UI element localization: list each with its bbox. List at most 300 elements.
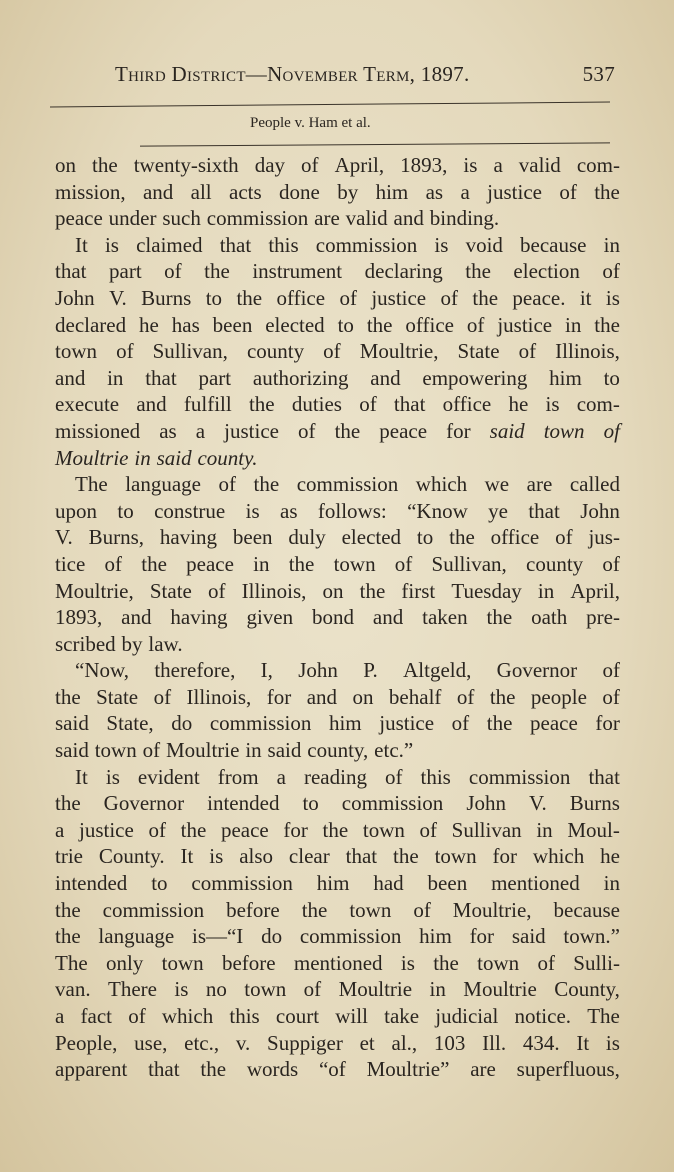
word: claimed [136, 232, 203, 257]
word: of [323, 339, 341, 364]
header-title: Third District—November Term, 1897. [115, 62, 470, 86]
word: of [116, 339, 134, 364]
word: of [602, 684, 620, 709]
word: 1893, [400, 153, 448, 177]
text-line [55, 471, 620, 498]
word: the [204, 259, 230, 284]
word: in [603, 871, 620, 896]
word: V. [529, 791, 547, 816]
word: commission [191, 871, 293, 896]
word: the [92, 153, 118, 177]
word: county [526, 551, 584, 576]
word: office [442, 392, 492, 417]
word: mentioned [491, 871, 580, 896]
word: for [266, 684, 292, 709]
word: also [239, 844, 274, 869]
page-number: 537 [582, 62, 615, 86]
word: the [248, 392, 275, 417]
word: said [55, 738, 89, 763]
word: town [434, 844, 477, 869]
word: from [217, 764, 259, 789]
word: the [486, 605, 513, 630]
word: com- [576, 392, 620, 417]
word: People, [55, 1030, 118, 1055]
word: of [559, 179, 577, 204]
text-line [55, 338, 620, 365]
word: therefore, [154, 658, 236, 683]
word: peace [186, 551, 234, 576]
word: for [446, 418, 471, 443]
word: The [55, 950, 88, 975]
word: no [205, 977, 227, 1002]
word: town [94, 738, 137, 763]
word: It [75, 764, 88, 789]
word: said [267, 738, 302, 763]
word: the [236, 285, 263, 310]
word: the [472, 285, 499, 310]
word: mentioned [293, 950, 383, 975]
text-line [55, 923, 620, 950]
word: said [511, 924, 546, 949]
word: tice [55, 551, 86, 576]
text-line [55, 365, 620, 392]
text-line [55, 258, 620, 285]
word: apparent [55, 1057, 128, 1082]
word: do [171, 711, 193, 736]
word: notice. [514, 1004, 572, 1028]
word: that [55, 259, 87, 284]
word: commission [468, 764, 571, 789]
word: of [466, 312, 485, 337]
word: Moultrie [463, 977, 537, 1002]
word: in [107, 365, 124, 390]
word: of [301, 153, 319, 177]
word: in [565, 312, 582, 337]
word: 434. [522, 1030, 560, 1055]
word: van. [55, 977, 91, 1002]
word: The [75, 472, 108, 497]
word: Moultrie [338, 977, 413, 1002]
word: said [55, 711, 89, 736]
word: etc., [184, 1030, 220, 1055]
word: of [153, 684, 172, 709]
word: oath [531, 605, 568, 630]
word: are [470, 1057, 496, 1082]
word: State [96, 684, 139, 709]
text-line [55, 764, 620, 791]
word: and [306, 684, 338, 709]
word: before [226, 897, 280, 922]
word: has [171, 312, 200, 337]
word: and [370, 365, 401, 390]
word: execute [55, 392, 120, 417]
word: It [180, 844, 194, 869]
word: been [427, 871, 468, 896]
word: county [246, 339, 305, 364]
word: county. [197, 445, 258, 470]
word: follows: [317, 498, 387, 523]
word: of [451, 711, 470, 736]
word: peace [379, 418, 428, 443]
word: justice [487, 179, 542, 204]
word: is [174, 977, 189, 1002]
word: of [602, 551, 620, 576]
word: is [104, 232, 119, 257]
word: peace. [512, 285, 566, 310]
word: him [375, 179, 409, 204]
word: empowering [422, 365, 528, 390]
word: first [401, 578, 436, 603]
word: of [298, 418, 316, 443]
word: of [456, 684, 475, 709]
word: do [261, 924, 283, 949]
word: commission [102, 897, 205, 922]
word: the [594, 312, 620, 337]
word: a [493, 153, 503, 177]
text-line [55, 391, 620, 418]
word: Sullivan, [431, 551, 507, 576]
word: Sulli- [573, 950, 620, 975]
word: fact [80, 1004, 112, 1028]
word: take [384, 1004, 420, 1028]
word: “Now, [75, 658, 130, 683]
word: had [373, 871, 404, 896]
word: the [594, 179, 620, 204]
word: commission [341, 791, 444, 816]
text-line [55, 790, 620, 817]
word: the [433, 950, 459, 975]
word: is [209, 844, 224, 869]
word: that [148, 1057, 180, 1082]
word: Moul- [567, 817, 620, 842]
word: pre- [586, 605, 620, 630]
word: having [170, 605, 228, 630]
word: as [425, 179, 444, 204]
word: said [489, 418, 525, 443]
word: declared [55, 312, 127, 337]
word: instrument [252, 259, 343, 284]
word: as [280, 498, 298, 523]
word: State, [106, 711, 154, 736]
word: reading [303, 764, 367, 789]
word: election [513, 259, 580, 284]
word: him [316, 871, 350, 896]
word: that [219, 232, 252, 257]
word: construe [154, 498, 226, 523]
word: are [314, 206, 340, 231]
word: Moultrie, [55, 578, 134, 603]
word: that [145, 365, 177, 390]
word: town [362, 817, 405, 842]
word: town [333, 551, 376, 576]
text-line [55, 870, 620, 897]
word: There [108, 977, 157, 1002]
word: “Know [407, 498, 468, 523]
word: town [161, 950, 204, 975]
word: is—“I [191, 924, 244, 949]
word: called [569, 472, 620, 497]
word: the [55, 684, 81, 709]
word: V. [55, 525, 73, 550]
word: for [492, 844, 517, 869]
word: town.” [563, 924, 620, 949]
word: Sullivan, [152, 339, 228, 364]
word: com- [576, 153, 620, 177]
word: commission [209, 711, 312, 736]
word: elected [265, 312, 325, 337]
word: commission [315, 232, 418, 257]
word: said [156, 445, 192, 470]
word: the [393, 844, 419, 869]
word: to [416, 525, 434, 550]
word: of [419, 817, 438, 842]
word: elected [341, 525, 402, 550]
word: clear [288, 844, 330, 869]
word: been [232, 525, 273, 550]
text-line [55, 232, 620, 259]
word: under [108, 206, 157, 231]
word: in [134, 445, 151, 470]
text-line [55, 445, 620, 472]
word: the [322, 817, 349, 842]
word: P. [363, 658, 378, 683]
word: to [603, 365, 620, 390]
word: in [253, 551, 270, 576]
word: jus- [588, 525, 620, 550]
word: office [490, 525, 540, 550]
text-line [55, 684, 620, 711]
word: Illinois, [186, 684, 252, 709]
word: The [587, 1004, 620, 1028]
text-line [55, 498, 620, 525]
word: County. [98, 844, 165, 869]
word: done [279, 179, 320, 204]
word: having [159, 525, 218, 550]
word: Suppiger [267, 1030, 343, 1055]
word: him [328, 711, 362, 736]
word: It [576, 1030, 590, 1055]
text-line [55, 205, 620, 232]
word: 1893, [55, 605, 103, 630]
word: before [221, 950, 276, 975]
word: such [162, 206, 201, 231]
word: John [298, 658, 338, 683]
word: him [549, 365, 582, 390]
text-line [55, 418, 620, 445]
word: that [528, 498, 560, 523]
word: valid [345, 206, 388, 231]
word: of [142, 738, 161, 763]
word: a [55, 1004, 65, 1028]
text-line [55, 843, 620, 870]
text-line [55, 710, 620, 737]
word: office [405, 312, 454, 337]
word: for [469, 924, 495, 949]
word: Moultrie [165, 738, 240, 763]
word: Moultrie [55, 445, 129, 470]
word: of [394, 551, 413, 576]
word: town [55, 339, 97, 364]
word: the [366, 312, 393, 337]
text-line [55, 1003, 620, 1030]
word: commission [299, 924, 402, 949]
word: is [434, 232, 449, 257]
word: evident [137, 764, 200, 789]
word: use, [134, 1030, 168, 1055]
word: et [359, 1030, 375, 1055]
word: upon [55, 498, 97, 523]
word: the [489, 684, 516, 709]
word: missioned [55, 418, 141, 443]
word: behalf [388, 684, 442, 709]
word: commission [296, 472, 399, 497]
word: of [104, 551, 123, 576]
word: of [602, 658, 620, 683]
word: of [440, 285, 459, 310]
word: the [486, 711, 513, 736]
word: that [393, 392, 426, 417]
word: which [532, 844, 585, 869]
word: in [536, 817, 553, 842]
word: office [276, 285, 326, 310]
word: on [322, 578, 344, 603]
word: is [400, 950, 415, 975]
word: is [463, 153, 478, 177]
word: part [198, 365, 232, 390]
word: Ill. [482, 1030, 507, 1055]
word: peace [55, 206, 103, 231]
word: law. [148, 631, 183, 656]
word: justice [497, 312, 553, 337]
word: because [520, 232, 587, 257]
word: of [208, 578, 226, 603]
text-line [55, 604, 620, 631]
word: the [180, 817, 207, 842]
word: people [530, 684, 587, 709]
word: of [537, 950, 555, 975]
word: the [200, 1057, 227, 1082]
text-line [55, 524, 620, 551]
word: superfluous, [516, 1057, 620, 1082]
word: in [603, 232, 620, 257]
text-line [55, 950, 620, 977]
word: language [125, 472, 201, 497]
word: of [148, 817, 166, 842]
word: twenty-sixth [133, 153, 239, 177]
text-line [55, 631, 620, 658]
word: a [195, 418, 206, 443]
word: on [55, 153, 76, 177]
word: only [105, 950, 144, 975]
header-rule [50, 102, 610, 108]
word: town [477, 950, 520, 975]
word: that [345, 844, 378, 869]
word: and [393, 206, 424, 231]
word: of [555, 525, 573, 550]
word: of [413, 897, 431, 922]
word: is [245, 498, 260, 523]
word: State [149, 578, 192, 603]
word: to [302, 791, 319, 816]
word: this [420, 764, 451, 789]
word: town [543, 418, 585, 443]
word: intended [55, 871, 128, 896]
text-line [55, 285, 620, 312]
word: is [605, 1030, 620, 1055]
word: fulfill [183, 392, 232, 417]
word: Sullivan [451, 817, 522, 842]
word: he [139, 312, 159, 337]
word: April, [334, 153, 385, 177]
word: it [579, 285, 592, 310]
word: intended [207, 791, 280, 816]
word: justice [371, 285, 427, 310]
text-line [55, 976, 620, 1003]
word: the [449, 525, 475, 550]
word: of [164, 259, 182, 284]
word: mission, [55, 179, 126, 204]
word: John [55, 285, 95, 310]
word: Burns [569, 791, 620, 816]
word: to [117, 498, 134, 523]
word: and [372, 605, 404, 630]
word: this [229, 1004, 260, 1028]
word: because [553, 897, 620, 922]
word: State [457, 339, 500, 364]
word: all [190, 179, 212, 204]
word: declaring [364, 259, 443, 284]
word: “of [318, 1057, 346, 1082]
word: to [337, 312, 354, 337]
word: in [429, 977, 446, 1002]
word: al., [391, 1030, 418, 1055]
text-line [55, 578, 620, 605]
word: given [246, 605, 294, 630]
text-line [55, 152, 620, 179]
word: the [55, 924, 81, 949]
word: Tuesday [451, 578, 522, 603]
word: for [595, 711, 620, 736]
word: John [466, 791, 506, 816]
word: court [275, 1004, 320, 1028]
word: v. [235, 1030, 251, 1055]
page-header [115, 62, 615, 87]
text-line [55, 897, 620, 924]
word: of [603, 418, 620, 443]
word: in [537, 578, 555, 603]
word: taken [422, 605, 468, 630]
word: is [605, 285, 620, 310]
word: of [339, 285, 357, 310]
word: the [253, 472, 280, 497]
word: which [415, 472, 468, 497]
word: he [508, 392, 529, 417]
word: on [352, 684, 374, 709]
word: void [465, 232, 503, 257]
word: to [205, 285, 223, 310]
word: in [245, 738, 262, 763]
word: acts [229, 179, 262, 204]
word: a [55, 817, 65, 842]
word: authorizing [252, 365, 349, 390]
word: Moultrie” [366, 1057, 450, 1082]
word: Governor [496, 658, 578, 683]
word: as [159, 418, 177, 443]
word: the [55, 791, 81, 816]
word: county, [307, 738, 369, 763]
word: April, [570, 578, 620, 603]
running-head-rule [140, 142, 610, 146]
